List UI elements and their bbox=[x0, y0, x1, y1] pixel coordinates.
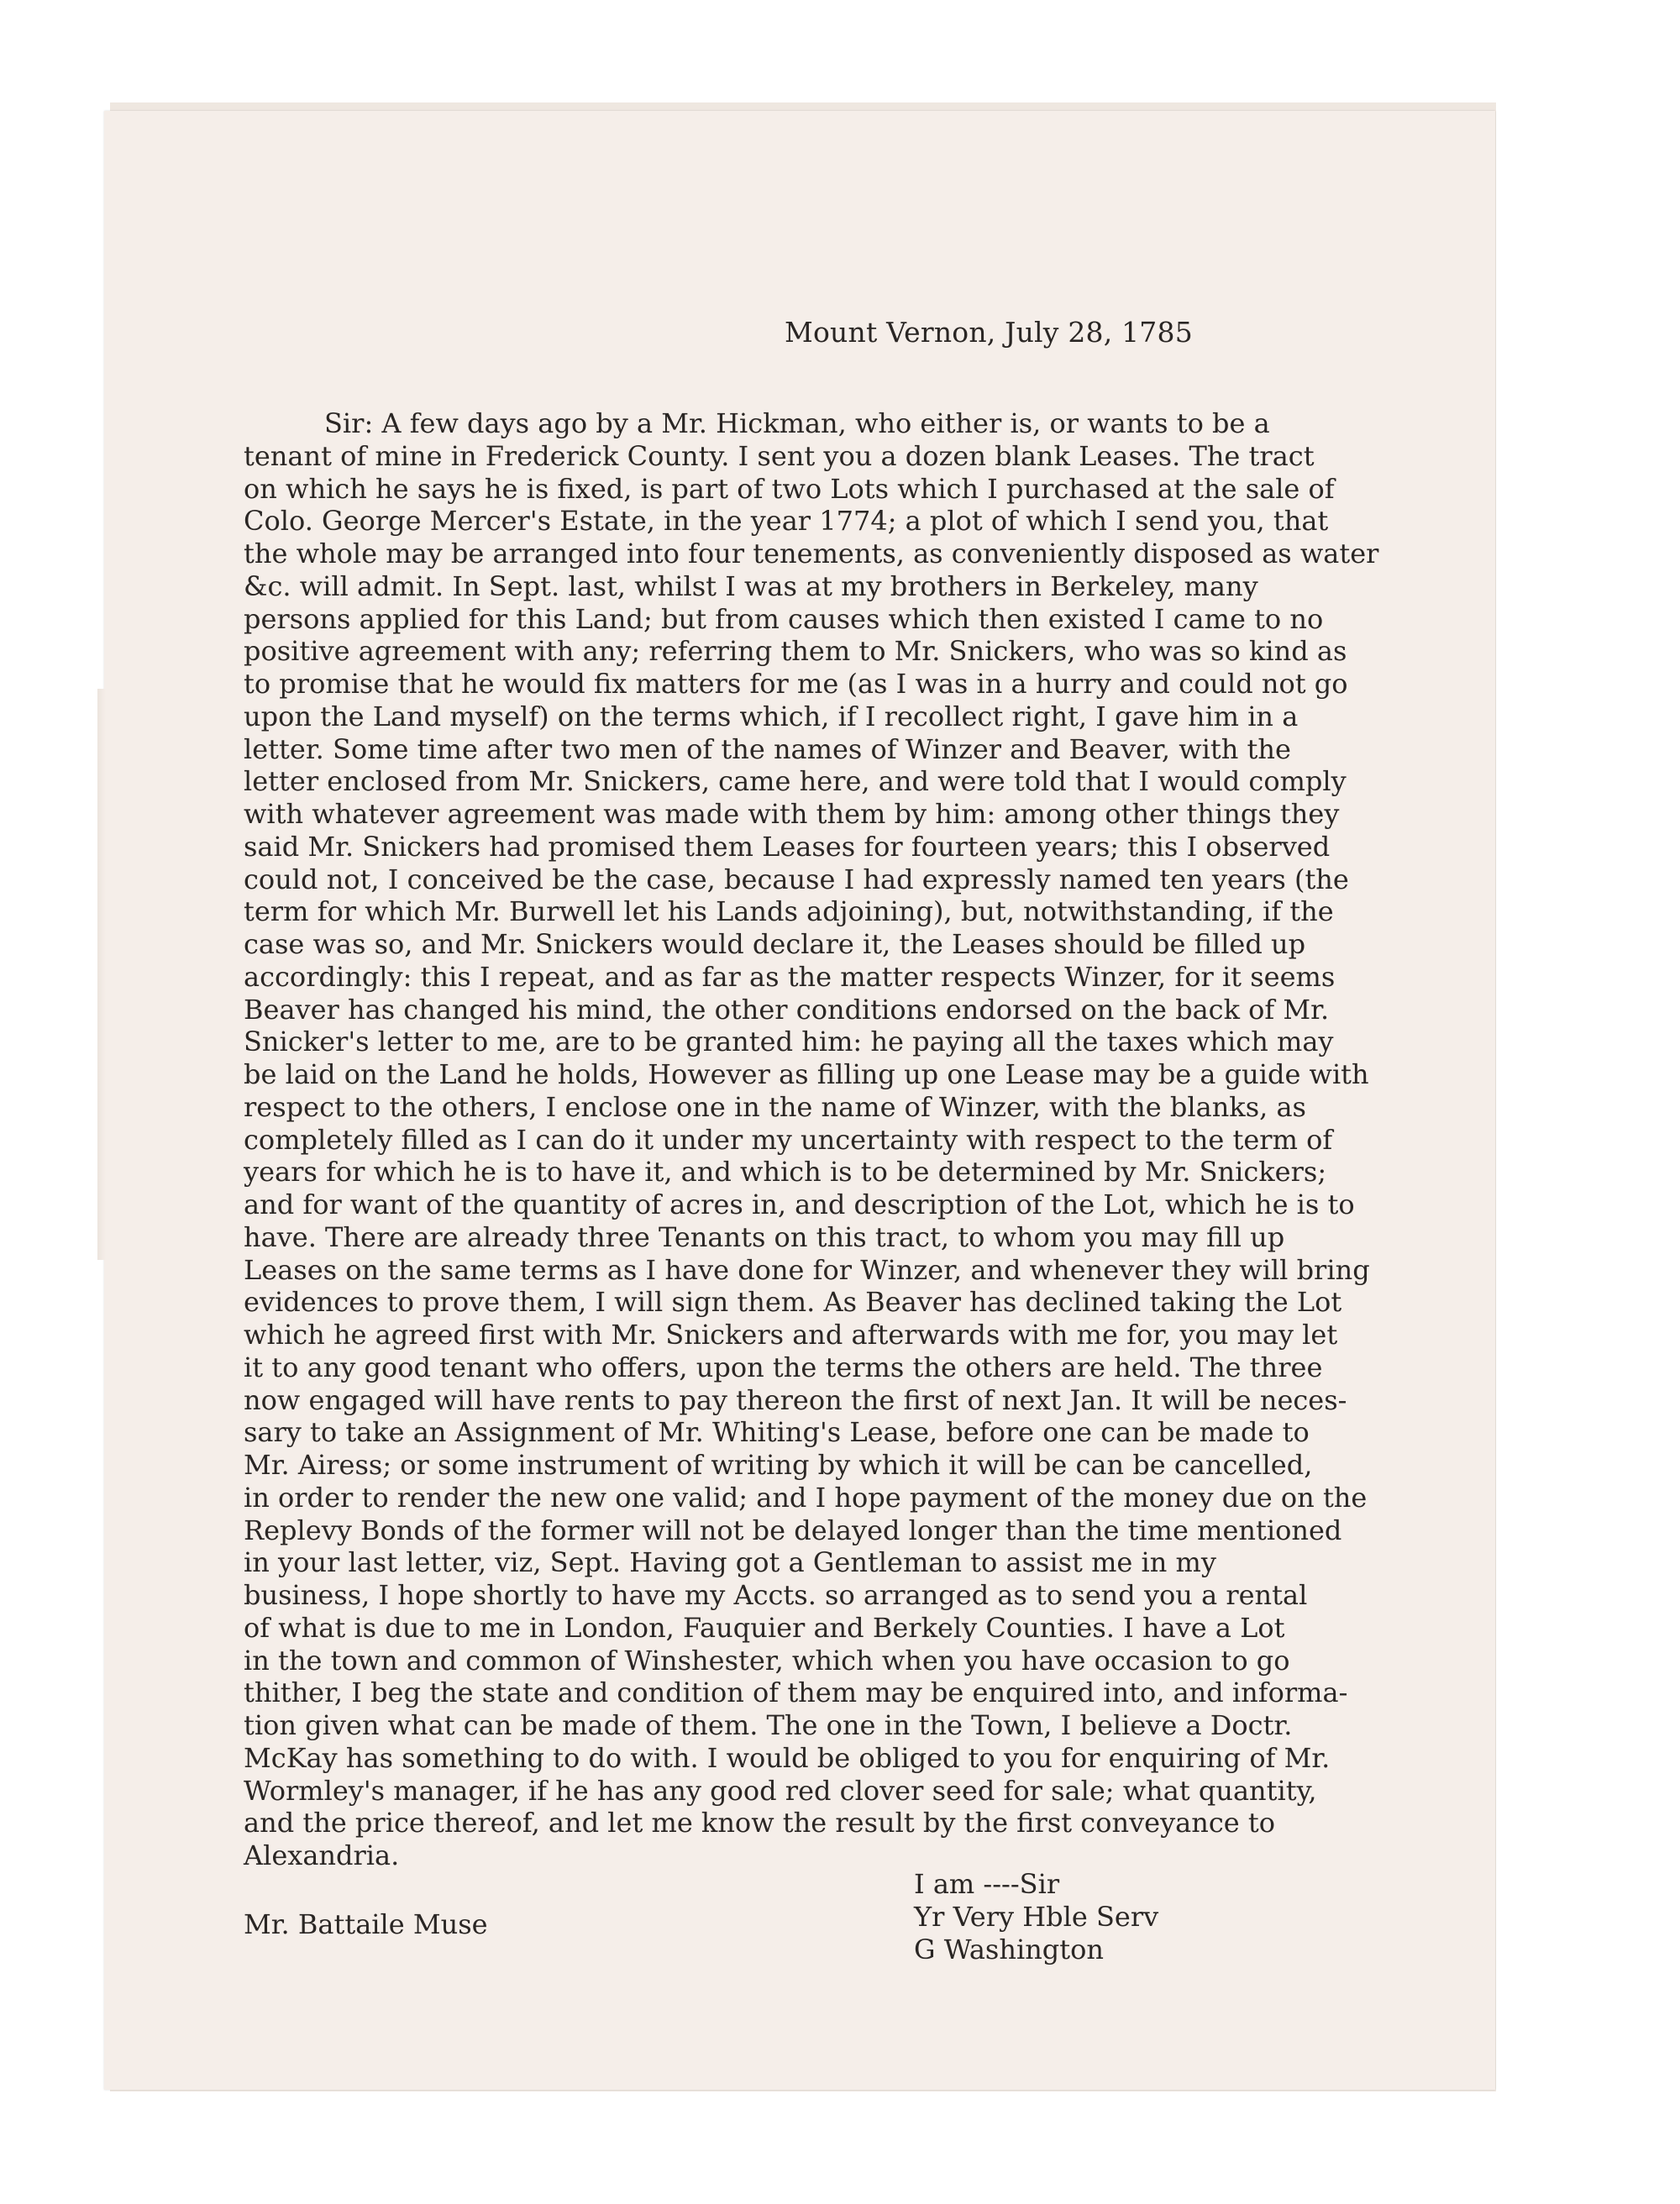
dateline: Mount Vernon, July 28, 1785 bbox=[785, 316, 1193, 349]
body-line: be laid on the Land he holds, However as filling up one Lease may be a guide with bbox=[244, 1058, 1369, 1090]
body-line: said Mr. Snickers had promised them Leases for fourteen years; this I observed bbox=[244, 830, 1331, 863]
body-line: have. There are already three Tenants on this tract, to whom you may fill up bbox=[244, 1220, 1285, 1253]
closing-line: I am ----Sir bbox=[914, 1868, 1060, 1900]
body-line: Mr. Airess; or some instrument of writing by which it will be can be cancelled, bbox=[244, 1449, 1313, 1481]
body-line: letter. Some time after two men of the names of Winzer and Beaver, with the bbox=[244, 732, 1291, 765]
body-line: to promise that he would fix matters for me (as I was in a hurry and could not go bbox=[244, 668, 1348, 700]
closing-block bbox=[914, 1868, 1158, 1966]
body-line: and for want of the quantity of acres in, and description of the Lot, which he is to bbox=[244, 1189, 1355, 1220]
body-line: Wormley's manager, if he has any good red clover seed for sale; what quantity, bbox=[244, 1774, 1317, 1807]
body-line: &c. will admit. In Sept. last, whilst I was at my brothers in Berkeley, many bbox=[244, 569, 1258, 602]
body-line: McKay has something to do with. I would be obliged to you for enquiring of Mr. bbox=[244, 1741, 1331, 1774]
body-line: business, I hope shortly to have my Accts. so arranged as to send you a rental bbox=[244, 1579, 1308, 1611]
body-line: Sir: A few days ago by a Mr. Hickman, who either is, or wants to be a bbox=[324, 407, 1270, 439]
body-line: persons applied for this Land; but from causes which then existed I came to no bbox=[244, 602, 1324, 635]
body-line: case was so, and Mr. Snickers would declare it, the Leases should be filled up bbox=[244, 928, 1306, 960]
signature: G Washington bbox=[914, 1934, 1105, 1965]
body-line: could not, I conceived be the case, because I had expressly named ten years (the bbox=[244, 863, 1349, 895]
body-line: in your last letter, viz, Sept. Having got a Gentleman to assist me in my bbox=[244, 1546, 1216, 1579]
body-line: term for which Mr. Burwell let his Lands adjoining), but, notwithstanding, if the bbox=[244, 895, 1334, 928]
body-line: Beaver has changed his mind, the other conditions endorsed on the back of Mr. bbox=[244, 993, 1330, 1026]
body-line: thither, I beg the state and condition of them may be enquired into, and informa- bbox=[244, 1677, 1348, 1709]
body-line: Leases on the same terms as I have done for Winzer, and whenever they will bring bbox=[244, 1253, 1370, 1286]
body-line: Snicker's letter to me, are to be granted him: he paying all the taxes which may bbox=[244, 1026, 1334, 1058]
body-line: Colo. George Mercer's Estate, in the year 1774; a plot of which I send you, that bbox=[244, 505, 1329, 538]
body-line: which he agreed first with Mr. Snickers and afterwards with me for, you may let bbox=[244, 1319, 1338, 1351]
body-line: Replevy Bonds of the former will not be delayed longer than the time mentioned bbox=[244, 1514, 1342, 1546]
body-line: evidences to prove them, I will sign them. As Beaver has declined taking the Lot bbox=[244, 1286, 1342, 1319]
body-line: it to any good tenant who offers, upon the terms the others are held. The three bbox=[244, 1351, 1323, 1383]
body-line: years for which he is to have it, and which is to be determined by Mr. Snickers; bbox=[244, 1156, 1327, 1189]
body-line: completely filled as I can do it under my uncertainty with respect to the term of bbox=[244, 1123, 1333, 1156]
body-line: respect to the others, I enclose one in the name of Winzer, with the blanks, as bbox=[244, 1090, 1306, 1123]
body-line: letter enclosed from Mr. Snickers, came here, and were told that I would comply bbox=[244, 765, 1347, 798]
body-line: sary to take an Assignment of Mr. Whiting's Lease, before one can be made to bbox=[244, 1416, 1310, 1449]
body-line: of what is due to me in London, Fauquier and Berkely Counties. I have a Lot bbox=[244, 1611, 1285, 1644]
body-line: and the price thereof, and let me know the result by the first conveyance to bbox=[244, 1807, 1275, 1839]
body-line: Alexandria. bbox=[244, 1839, 400, 1871]
body-line: now engaged will have rents to pay thereon the first of next Jan. It will be neces- bbox=[244, 1383, 1347, 1416]
addressee: Mr. Battaile Muse bbox=[244, 1908, 488, 1940]
closing-line: Yr Very Hble Serv bbox=[914, 1901, 1159, 1933]
letter-body bbox=[244, 407, 1470, 1872]
body-line: the whole may be arranged into four tenements, as conveniently disposed as water bbox=[244, 538, 1379, 569]
body-line: on which he says he is fixed, is part of two Lots which I purchased at the sale of bbox=[244, 472, 1335, 505]
body-line: with whatever agreement was made with them by him: among other things they bbox=[244, 798, 1340, 830]
body-line: tenant of mine in Frederick County. I sent you a dozen blank Leases. The tract bbox=[244, 439, 1315, 472]
body-line: accordingly: this I repeat, and as far as the matter respects Winzer, for it seems bbox=[244, 960, 1336, 993]
paper-fold bbox=[97, 689, 106, 1260]
body-line: tion given what can be made of them. The one in the Town, I believe a Doctr. bbox=[244, 1709, 1293, 1741]
body-line: positive agreement with any; referring them to Mr. Snickers, who was so kind as bbox=[244, 635, 1347, 668]
body-line: upon the Land myself) on the terms which, if I recollect right, I gave him in a bbox=[244, 700, 1299, 732]
body-line: in order to render the new one valid; and I hope payment of the money due on the bbox=[244, 1481, 1368, 1514]
body-line: in the town and common of Winshester, which when you have occasion to go bbox=[244, 1644, 1290, 1677]
